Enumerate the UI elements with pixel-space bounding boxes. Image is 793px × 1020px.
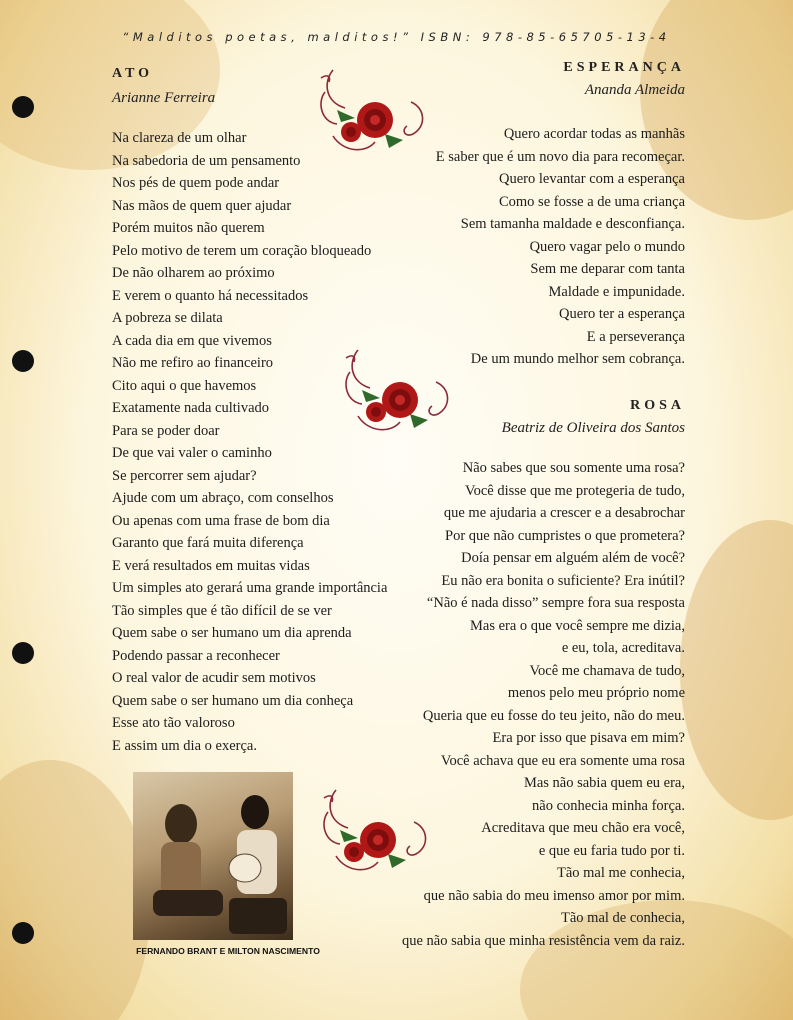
poem-line: E verem o quanto há necessitados xyxy=(112,287,309,304)
poem-line: De um mundo melhor sem cobrança. xyxy=(470,351,685,367)
poem-line: Mas não sabia quem eu era, xyxy=(523,775,685,791)
poem-line: Ajude com um abraço, com conselhos xyxy=(112,490,334,506)
poem-line: Esse ato tão valoroso xyxy=(112,715,235,731)
poem-line: Maldade e impunidade. xyxy=(548,283,685,300)
poem-line: Acreditava que meu chão era você, xyxy=(481,820,685,836)
page-header: “Malditos poetas, malditos!” ISBN: 978-85-65705-13-4 xyxy=(122,30,671,44)
poem-body xyxy=(436,123,685,371)
poem-body xyxy=(112,127,387,757)
binder-hole xyxy=(12,96,34,118)
poem-line: Como se fosse a de uma criança xyxy=(498,193,685,210)
poem-line: Porém muitos não querem xyxy=(112,220,265,236)
poem-line: não conhecia minha força. xyxy=(532,797,685,814)
poem-line: e que eu faria tudo por ti. xyxy=(538,842,685,859)
poem-title: ESPERANÇA xyxy=(563,60,685,75)
rose-ornament-icon xyxy=(340,342,455,438)
poem-line: Ou apenas com uma frase de bom dia xyxy=(112,512,330,529)
poem-line: Era por isso que pisava em mim? xyxy=(492,730,685,746)
poem-line: E assim um dia o exerça. xyxy=(112,737,257,754)
poem-line: Cito aqui o que havemos xyxy=(112,377,257,394)
poem-rosa xyxy=(402,398,685,952)
poem-line: Tão simples que é tão difícil de se ver xyxy=(112,602,332,619)
poem-line: Garanto que fará muita diferença xyxy=(112,535,304,551)
poem-line: e eu, tola, acreditava. xyxy=(561,640,685,656)
poem-line: Na sabedoria de um pensamento xyxy=(112,152,301,169)
poem-line: que me ajudaria a crescer e a desabrochar xyxy=(443,505,685,521)
poem-line: Sem tamanha maldade e desconfiança. xyxy=(460,216,685,232)
poem-line: E saber que é um novo dia para recomeçar. xyxy=(435,148,685,165)
poem-line: De não olharem ao próximo xyxy=(112,265,275,281)
paper-stain xyxy=(0,760,150,1020)
poem-line: O real valor de acudir sem motivos xyxy=(112,670,316,686)
poem-line: Nos pés de quem pode andar xyxy=(112,175,280,191)
poem-line: que não sabia do meu imenso amor por mim. xyxy=(423,887,685,904)
poem-author: Ananda Almeida xyxy=(584,82,685,98)
poem-esperanca xyxy=(436,60,685,371)
poem-line: Não me refiro ao financeiro xyxy=(112,355,274,371)
poem-line: Doía pensar em alguém além de você? xyxy=(461,550,685,566)
sepia-photo xyxy=(133,772,293,940)
poem-line: Não sabes que sou somente uma rosa? xyxy=(462,460,685,476)
poem-line: Mas era o que você sempre me dizia, xyxy=(470,617,685,634)
poem-line: Quero acordar todas as manhãs xyxy=(503,126,685,142)
poem-line: Você me chamava de tudo, xyxy=(529,662,685,679)
poem-author: Beatriz de Oliveira dos Santos xyxy=(501,420,685,436)
poem-line: A cada dia em que vivemos xyxy=(112,332,272,349)
poem-line: E verá resultados em muitas vidas xyxy=(112,557,310,574)
poem-line: De que vai valer o caminho xyxy=(112,445,272,461)
poem-line: Podendo passar a reconhecer xyxy=(112,647,280,664)
poem-line: Pelo motivo de terem um coração bloqueado xyxy=(112,242,372,259)
poem-line: Eu não era bonita o suficiente? Era inútil? xyxy=(441,572,685,589)
poem-author: Arianne Ferreira xyxy=(112,90,216,106)
poem-line: A pobreza se dilata xyxy=(112,310,223,326)
poem-title: ATO xyxy=(112,66,154,81)
poem-body xyxy=(402,457,685,952)
rose-ornament-icon xyxy=(318,782,433,878)
poem-title: ROSA xyxy=(630,398,685,413)
poem-line: que não sabia que minha resistência vem da raiz. xyxy=(401,932,685,949)
poem-line: Se percorrer sem ajudar? xyxy=(112,467,257,484)
binder-hole xyxy=(12,922,34,944)
poem-line: Quem sabe o ser humano um dia conheça xyxy=(112,692,354,709)
poem-line: Quero vagar pelo o mundo xyxy=(529,238,685,255)
poem-line: Nas mãos de quem quer ajudar xyxy=(112,197,292,214)
poem-line: Você achava que eu era somente uma rosa xyxy=(440,752,685,769)
poem-line: E a perseverança xyxy=(586,328,685,345)
poem-line: Quero ter a esperança xyxy=(559,306,685,322)
poem-line: “Não é nada disso” sempre fora sua resposta xyxy=(426,595,685,611)
poem-line: Um simples ato gerará uma grande importância xyxy=(112,580,388,596)
poem-line: Tão mal me conhecia, xyxy=(556,865,685,881)
poem-line: Sem me deparar com tanta xyxy=(530,261,685,277)
poem-line: Queria que eu fosse do teu jeito, não do meu. xyxy=(422,707,685,724)
poem-line: Quem sabe o ser humano um dia aprenda xyxy=(112,625,352,641)
paper-stain xyxy=(680,520,793,820)
photo-caption: FERNANDO BRANT E MILTON NASCIMENTO xyxy=(136,946,320,956)
poem-line: Tão mal de conhecia, xyxy=(561,910,685,926)
poem-line: Para se poder doar xyxy=(112,422,220,439)
poem-line: Na clareza de um olhar xyxy=(112,130,247,146)
poem-line: menos pelo meu próprio nome xyxy=(507,685,685,701)
binder-hole xyxy=(12,642,34,664)
rose-ornament-icon xyxy=(315,62,430,158)
poem-line: Exatamente nada cultivado xyxy=(112,400,270,416)
poem-line: Você disse que me protegeria de tudo, xyxy=(465,482,685,499)
binder-hole xyxy=(12,350,34,372)
poem-line: Por que não cumpristes o que prometera? xyxy=(445,527,685,544)
poem-line: Quero levantar com a esperança xyxy=(499,171,685,187)
musicians-photo-icon xyxy=(133,772,293,940)
